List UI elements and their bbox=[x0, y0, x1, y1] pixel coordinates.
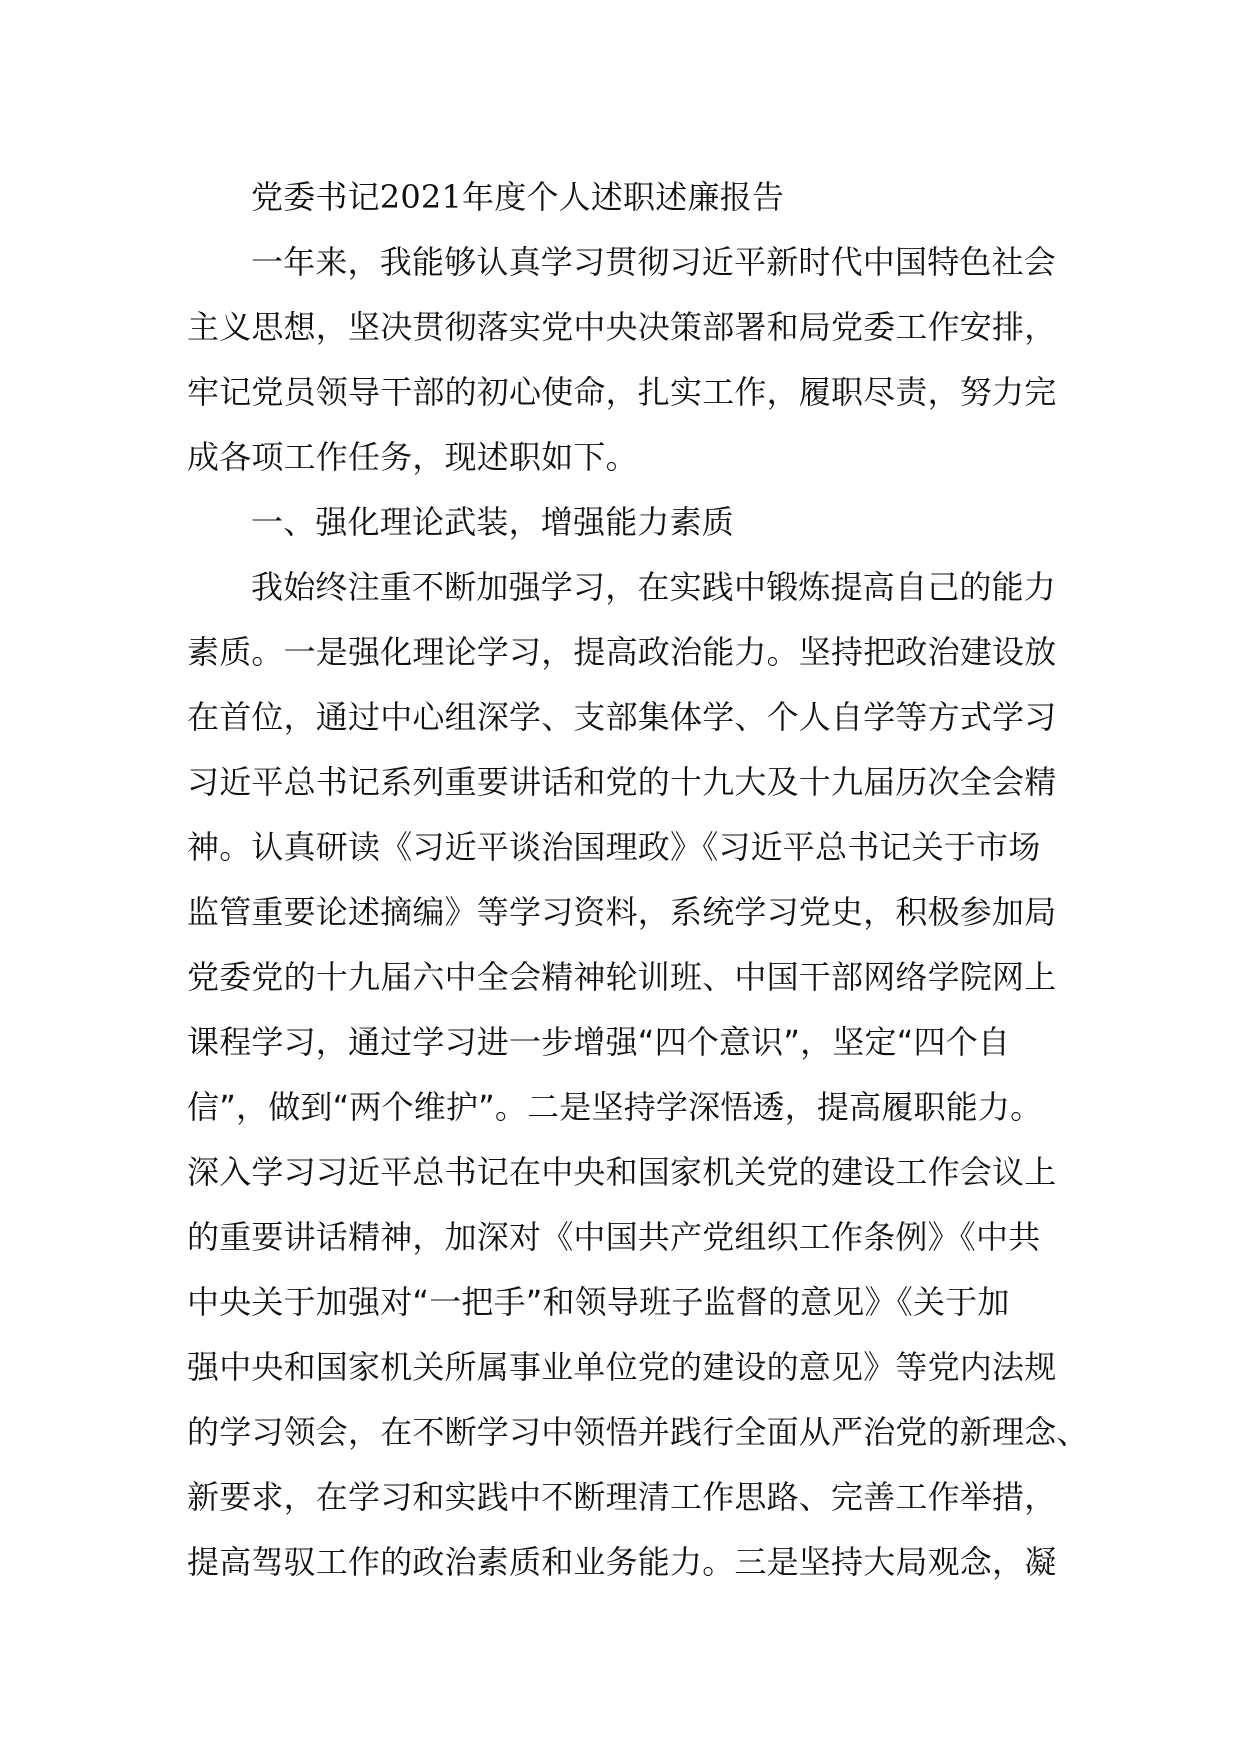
paragraph-line: 一年来，我能够认真学习贯彻习近平新时代中国特色社会 bbox=[251, 243, 1057, 281]
paragraph-line: 的学习领会，在不断学习中领悟并践行全面从严治党的新理念、 bbox=[187, 1413, 1089, 1451]
paragraph-line: 神。认真研读《习近平谈治国理政》《习近平总书记关于市场 bbox=[187, 828, 1041, 866]
paragraph-line: 信”，做到“两个维护”。二是坚持学深悟透，提高履职能力。 bbox=[187, 1088, 1043, 1126]
paragraph-line: 党委党的十九届六中全会精神轮训班、中国干部网络学院网上 bbox=[187, 958, 1057, 996]
paragraph-line: 强中央和国家机关所属事业单位党的建设的意见》等党内法规 bbox=[187, 1348, 1057, 1386]
document-body bbox=[187, 165, 1089, 1595]
paragraph-line: 习近平总书记系列重要讲话和党的十九大及十九届历次全会精 bbox=[187, 763, 1057, 801]
paragraph-line: 深入学习习近平总书记在中央和国家机关党的建设工作会议上 bbox=[187, 1153, 1057, 1191]
paragraph-line: 我始终注重不断加强学习，在实践中锻炼提高自己的能力 bbox=[251, 568, 1057, 606]
paragraph-line: 新要求，在学习和实践中不断理清工作思路、完善工作举措， bbox=[187, 1478, 1057, 1516]
paragraph-line: 的重要讲话精神，加深对《中国共产党组织工作条例》《中共 bbox=[187, 1218, 1041, 1256]
paragraph-line: 素质。一是强化理论学习，提高政治能力。坚持把政治建设放 bbox=[187, 633, 1057, 671]
document-title: 党委书记2021年度个人述职述廉报告 bbox=[251, 178, 785, 216]
paragraph-line: 课程学习，通过学习进一步增强“四个意识”，坚定“四个自 bbox=[187, 1023, 1011, 1061]
paragraph-line: 主义思想，坚决贯彻落实党中央决策部署和局党委工作安排， bbox=[187, 308, 1057, 346]
paragraph-line: 成各项工作任务，现述职如下。 bbox=[187, 438, 638, 476]
paragraph-line: 牢记党员领导干部的初心使命，扎实工作，履职尽责，努力完 bbox=[187, 373, 1057, 411]
paragraph-line: 中央关于加强对“一把手”和领导班子监督的意见》《关于加 bbox=[187, 1283, 1010, 1321]
paragraph-line: 提高驾驭工作的政治素质和业务能力。三是坚持大局观念，凝 bbox=[187, 1543, 1057, 1581]
paragraph-line: 在首位，通过中心组深学、支部集体学、个人自学等方式学习 bbox=[187, 698, 1057, 736]
paragraph-line: 监管重要论述摘编》等学习资料，系统学习党史，积极参加局 bbox=[187, 893, 1057, 931]
section-heading: 一、强化理论武装，增强能力素质 bbox=[251, 503, 735, 541]
